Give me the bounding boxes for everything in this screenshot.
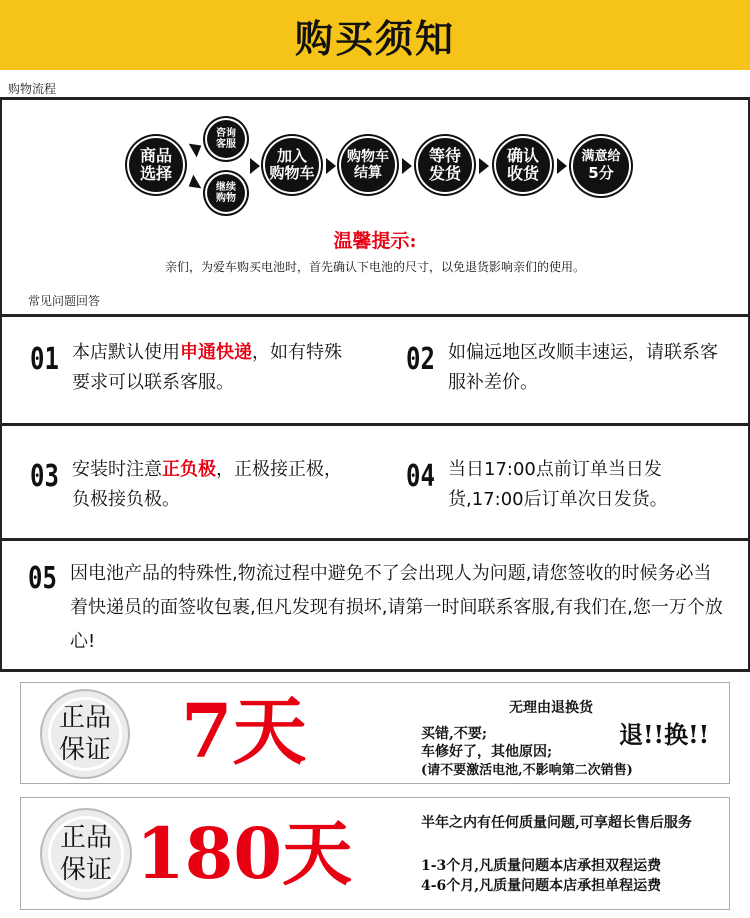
- guarantee-line: 半年之内有任何质量问题,可享超长售后服务: [421, 815, 692, 831]
- flow-step-label: 等待 发货: [428, 145, 461, 183]
- guarantee-days: 180天: [136, 812, 353, 895]
- flow-branch-continue: [207, 174, 245, 212]
- flow-step-confirm: [496, 138, 550, 192]
- arrow-icon: [326, 158, 336, 174]
- seal-text: 正品 保证: [59, 822, 112, 885]
- faq-number: 03: [30, 459, 59, 494]
- page-title: 购买须知: [294, 16, 455, 61]
- faq-text: 当日17:00点前订单当日发货,17:00后订单次日发货。: [448, 459, 668, 510]
- guarantee-7-card: [20, 682, 730, 784]
- header-banner: [0, 0, 750, 70]
- flow-step-label: 加入 购物车: [269, 146, 315, 182]
- faq-section-label: 常见问题回答: [28, 294, 101, 308]
- flow-rate-label: 满意给: [581, 148, 621, 164]
- flow-step-wait-ship: [418, 138, 472, 192]
- flow-step-label: 商品 选择: [139, 145, 172, 183]
- flow-rate-score: 5分: [588, 163, 614, 182]
- flow-step-checkout: [341, 138, 395, 192]
- flow-section-label: 购物流程: [8, 82, 57, 96]
- guarantee-title: 无理由退换货: [509, 700, 593, 716]
- flow-step-label: 确认 收货: [506, 145, 539, 183]
- guarantee-line: (请不要激活电池,不影响第二次销售): [421, 763, 633, 778]
- arrow-icon: [479, 158, 489, 174]
- tip-text: 亲们，为爱车购买电池时，首先确认下电池的尺寸，以免退货影响亲们的使用。: [164, 260, 585, 274]
- faq-item: [28, 557, 728, 659]
- flow-step-rate: [573, 138, 629, 194]
- seal-ring: [48, 697, 122, 771]
- faq-number: 05: [28, 561, 57, 596]
- seal-text: 正品 保证: [58, 702, 111, 765]
- faq-highlight: 申通快递: [180, 342, 252, 363]
- flow-branch-label: 咨询 客服: [216, 127, 236, 150]
- faq-text-part: 安装时注意: [72, 459, 162, 480]
- faq-number: 02: [406, 342, 435, 377]
- faq-text-part: ，正极接正极，负极接负极。: [72, 459, 342, 510]
- flow-step-select: [129, 138, 183, 192]
- divider: [0, 669, 750, 672]
- faq-text: [72, 455, 350, 515]
- faq-text: 因电池产品的特殊性,物流过程中避免不了会出现人为问题,请您签收的时候务必当着快递员的面签收包裹,但凡发现有损坏,请第一时间联系客服,有我们在,您一万个放心!: [70, 563, 723, 652]
- arrow-icon: [189, 139, 206, 158]
- genuine-seal: [40, 689, 130, 779]
- faq-item: [30, 455, 350, 515]
- faq-number: 01: [30, 342, 59, 377]
- guarantee-line: 买错,不要;: [421, 726, 488, 742]
- shopping-flow: [0, 118, 750, 218]
- guarantee-line: 车修好了，其他原因;: [421, 744, 553, 760]
- faq-item: [406, 455, 726, 515]
- faq-text-part: 本店默认使用: [72, 342, 180, 363]
- guarantee-days: 7天: [181, 689, 307, 775]
- guarantee-180-card: [20, 797, 730, 910]
- divider: [0, 538, 750, 541]
- flow-step-label: 购物车 结算: [347, 148, 389, 181]
- genuine-seal: [40, 808, 132, 900]
- guarantee-line: 1-3个月,凡质量问题本店承担双程运费: [421, 858, 662, 874]
- tip-title: 温馨提示:: [333, 230, 417, 252]
- flow-branch-service: [207, 120, 245, 158]
- faq-number: 04: [406, 459, 435, 494]
- seal-ring: [48, 816, 124, 892]
- flow-step-add-cart: [265, 138, 319, 192]
- faq-item: [406, 338, 726, 398]
- faq-item: [30, 338, 350, 398]
- return-exchange-stamp: 退!!换!!: [619, 720, 710, 749]
- faq-text: [72, 338, 350, 398]
- faq-highlight: 正负极: [162, 459, 216, 480]
- arrow-icon: [402, 158, 412, 174]
- flow-branch-label: 继续 购物: [216, 181, 236, 204]
- faq-text-part: ，如有特殊要求可以联系客服。: [72, 342, 342, 393]
- divider: [0, 423, 750, 426]
- guarantee-line: 4-6个月,凡质量问题本店承担单程运费: [421, 878, 662, 894]
- arrow-icon: [250, 158, 260, 174]
- arrow-icon: [557, 158, 567, 174]
- faq-text: 如偏远地区改顺丰速运，请联系客服补差价。: [448, 342, 718, 393]
- arrow-icon: [185, 175, 202, 194]
